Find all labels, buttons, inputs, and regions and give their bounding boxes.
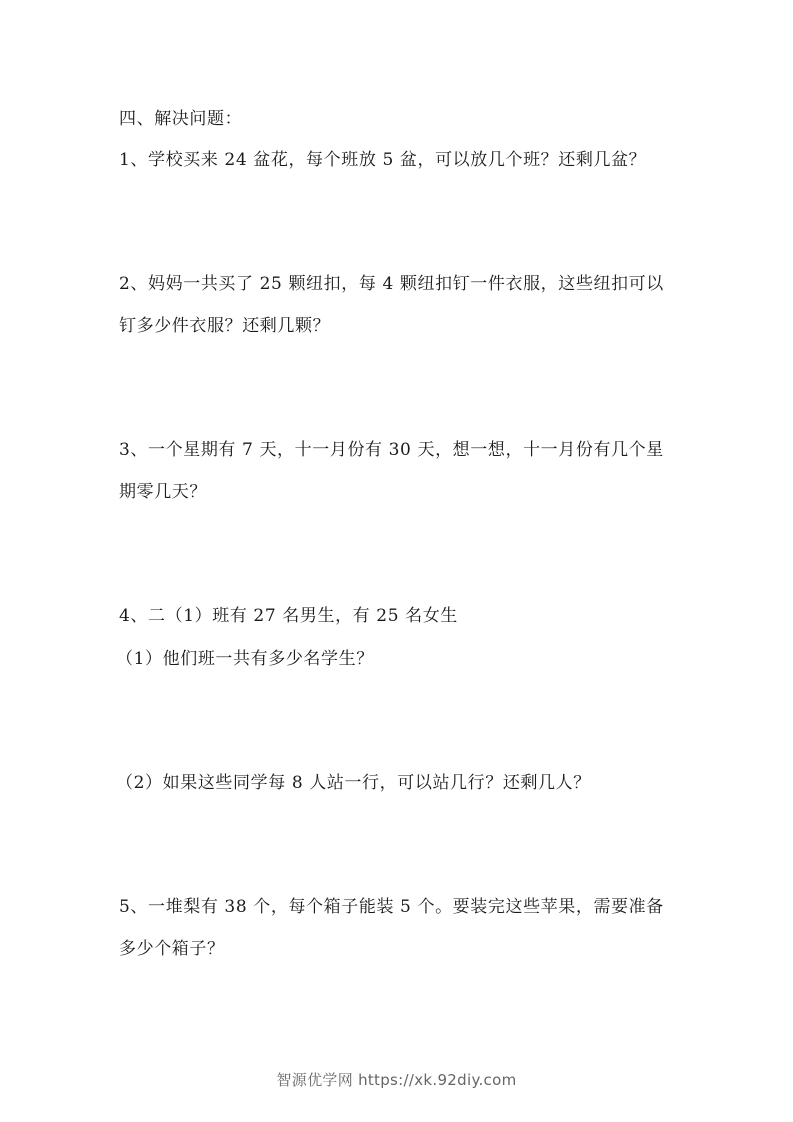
problem-1-line-1: 1、学校买来 24 盆花，每个班放 5 盆，可以放几个班？还剩几盆？: [119, 150, 647, 170]
footer-watermark: 智源优学网 https://xk.92diy.com: [276, 1071, 517, 1089]
problem-3-line-1: 3、一个星期有 7 天，十一月份有 30 天，想一想，十一月份有几个星: [119, 440, 664, 460]
problem-5-line-1: 5、一堆梨有 38 个，每个箱子能装 5 个。要装完这些苹果，需要准备: [119, 897, 664, 917]
problem-2-line-1: 2、妈妈一共买了 25 颗纽扣，每 4 颗纽扣钉一件衣服，这些纽扣可以: [119, 274, 664, 294]
problem-2-line-2: 钉多少件衣服？还剩几颗？: [119, 316, 331, 336]
problem-4-line-1: 4、二（1）班有 27 名男生，有 25 名女生: [119, 606, 458, 626]
problem-4-sub-question-1: （1）他们班一共有多少名学生？: [116, 649, 374, 669]
section-title: 四、解决问题：: [119, 109, 243, 129]
problem-4-sub-question-2: （2）如果这些同学每 8 人站一行，可以站几行？还剩几人？: [116, 773, 591, 793]
problem-3-line-2: 期零几天？: [119, 482, 207, 502]
problem-5-line-2: 多少个箱子？: [119, 939, 225, 959]
